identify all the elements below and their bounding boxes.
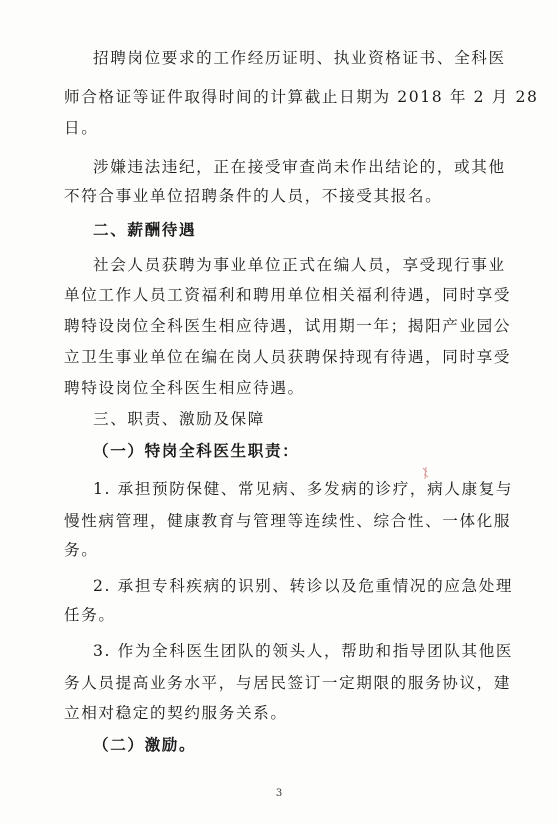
text-line: 立相对稳定的契约服务关系。 (64, 704, 288, 722)
text-line: 聘特设岗位全科医生相应待遇，试用期一年；揭阳产业园公 (64, 317, 512, 335)
stamp-mark-icon (421, 466, 431, 480)
page-number: 3 (275, 788, 283, 799)
text-line: 3. 作为全科医生团队的领头人，帮助和指导团队其他医 (93, 642, 514, 660)
text-line: 立卫生事业单位在编在岗人员获聘保持现有待遇，同时享受 (64, 348, 512, 366)
text-line: 1. 承担预防保健、常见病、多发病的诊疗，病人康复与 (93, 480, 514, 498)
subsection-heading: （二）激励。 (93, 735, 197, 754)
text-line: 招聘岗位要求的工作经历证明、执业资格证书、全科医 (93, 49, 506, 67)
section-heading: 三、职责、激励及保障 (93, 410, 265, 428)
text-line: 务人员提高业务水平，与居民签订一定期限的服务协议，建 (64, 674, 512, 692)
subsection-heading: （一）特岗全科医生职责： (93, 441, 300, 460)
text-line: 社会人员获聘为事业单位正式在编人员，享受现行事业 (93, 256, 506, 274)
text-line: 日。 (64, 119, 99, 137)
text-line: 2. 承担专科疾病的识别、转诊以及危重情况的应急处理 (93, 577, 514, 595)
text-line: 单位工作人员工资福利和聘用单位相关福利待遇，同时享受 (64, 286, 512, 304)
text-line: 务。 (64, 541, 99, 559)
text-line: 任务。 (64, 606, 116, 624)
text-line: 不符合事业单位招聘条件的人员，不接受其报名。 (64, 187, 443, 205)
text-line: 师合格证等证件取得时间的计算截止日期为 2018 年 2 月 28 (64, 88, 539, 106)
text-line: 慢性病管理，健康教育与管理等连续性、综合性、一体化服 (64, 512, 512, 530)
section-heading: 二、薪酬待遇 (93, 220, 197, 239)
text-line: 涉嫌违法违纪，正在接受审查尚未作出结论的，或其他 (93, 158, 506, 176)
text-line: 聘特设岗位全科医生相应待遇。 (64, 379, 305, 397)
